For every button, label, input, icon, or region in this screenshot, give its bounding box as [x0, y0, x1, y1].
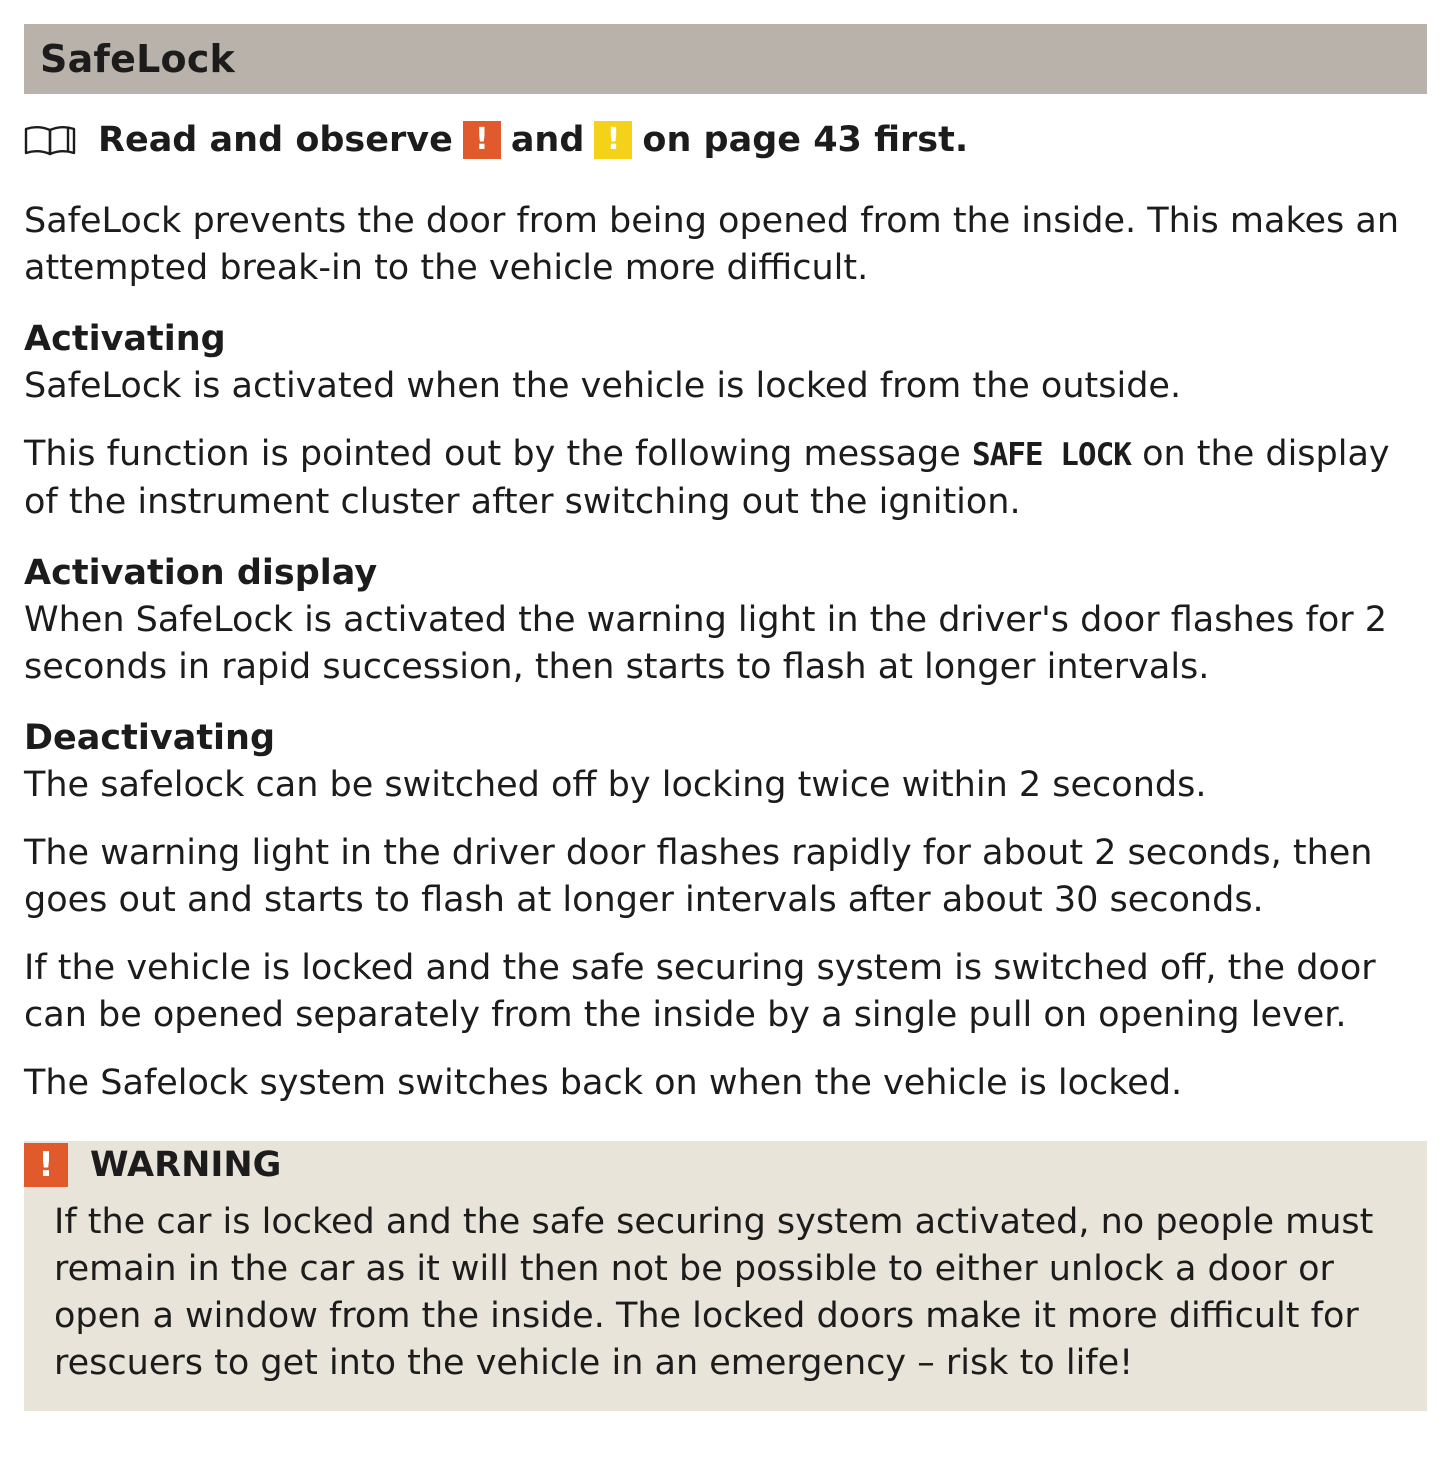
display-text-before: This function is pointed out by the following message: [24, 434, 961, 474]
deactivating-paragraph-3: If the vehicle is locked and the safe securing system is switched off, the door can be opened separately from the inside by a single pull on opening lever.: [24, 948, 1376, 1035]
activating-heading: Activating: [24, 319, 226, 359]
warning-header: [24, 1141, 1427, 1189]
warning-box: [24, 1141, 1427, 1411]
read-first-after: on page 43 first.: [642, 120, 969, 160]
book-icon: [24, 123, 76, 157]
red-warning-mark: !: [463, 121, 501, 159]
safe-lock-display-message: SAFE LOCK: [971, 437, 1131, 473]
deactivating-paragraph-4: The Safelock system switches back on when the vehicle is locked.: [24, 1063, 1183, 1103]
activation-display-paragraph: When SafeLock is activated the warning light in the driver's door flashes for 2 seconds in rapid succession, then starts to flash at longer intervals.: [24, 600, 1388, 687]
activating-paragraph: SafeLock is activated when the vehicle is locked from the outside.: [24, 366, 1182, 406]
warning-label: WARNING: [90, 1145, 282, 1185]
intro-paragraph: SafeLock prevents the door from being opened from the inside. This makes an attempted break-in to the vehicle more difficult.: [24, 201, 1399, 288]
display-text-after: on the display of the instrument cluster after switching out the ignition.: [24, 434, 1390, 522]
read-first-before: Read and observe: [98, 120, 453, 160]
page-title: SafeLock: [40, 37, 236, 81]
deactivating-heading: Deactivating: [24, 718, 276, 758]
yellow-caution-mark: !: [594, 121, 632, 159]
activation-display-heading: Activation display: [24, 553, 378, 593]
manual-page: [24, 24, 1427, 1411]
activating-display-paragraph: [24, 431, 1427, 526]
warning-mark: !: [24, 1143, 68, 1187]
title-bar: [24, 24, 1427, 94]
warning-text: If the car is locked and the safe securing system activated, no people must remain in the car as it will then not be possible to either unlock a door or open a window from the inside. The locked doors make it more difficult for rescuers to get into the vehicle in an emergency – risk to life!: [54, 1202, 1374, 1383]
read-first-note: [24, 120, 1427, 160]
read-first-middle: and: [510, 120, 585, 160]
deactivating-paragraph-2: The warning light in the driver door flashes rapidly for about 2 seconds, then goes out and starts to flash at longer intervals after about 30 seconds.: [24, 833, 1373, 920]
deactivating-paragraph-1: The safelock can be switched off by locking twice within 2 seconds.: [24, 765, 1207, 805]
